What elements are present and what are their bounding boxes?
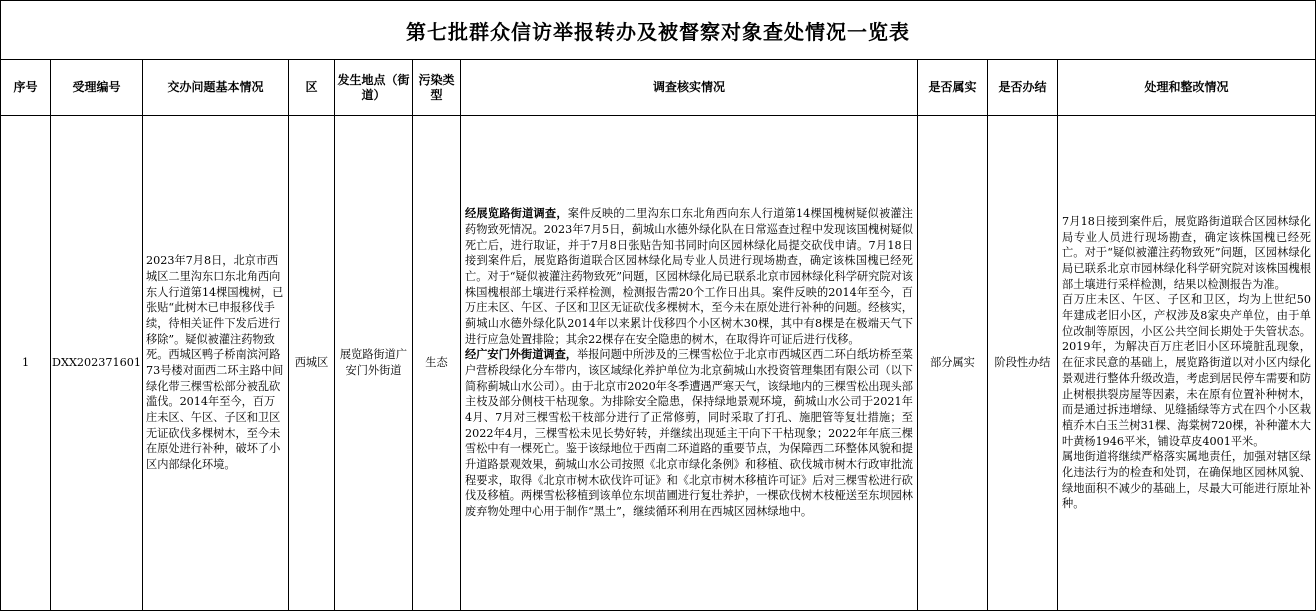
table-row [1, 116, 1316, 611]
header-district: 区 [289, 60, 335, 116]
cell-index: 1 [1, 116, 51, 611]
investigation-paragraph-2 [465, 347, 913, 519]
investigation-text-1: 案件反映的二里沟东口东北角西向东人行道第14棵国槐树疑似被灌注药物致死情况。2023年7月5日，蓟城山水德外绿化队在日常巡查过程中发现该国槐树疑似死亡后，进行取证，并于7月8日张贴告知书同时向区园林绿化局提交砍伐申请。7月18日接到案件后，展览路街道联合区园林绿化局专业人员进行现场勘查，确定该株国槐已经死亡。对于“疑似被灌注药物致死”问题，区园林绿化局已联系北京市园林绿化科学研究院对该株国槐根部土壤进行采样检测，检测报告需20个工作日出具。案件反映的2014年至今，百万庄未区、午区、子区和卫区无证砍伐多棵树木，至今未在原处进行补种的问题。经核实，蓟城山水德外绿化队2014年以来累计伐移四个小区树木30棵，其中有8棵是在极端天气下进行应急处置排险；其余22棵存在安全隐患的树木，在取得许可证后进行伐移。 [465, 207, 913, 346]
header-concluded: 是否办结 [988, 60, 1058, 116]
investigation-text-2: 举报问题中所涉及的三棵雪松位于北京市西城区西二环白纸坊桥至菜户营桥段绿化分车带内，该区域绿化养护单位为北京蓟城山水投资管理集团有限公司（以下简称蓟城山水公司）。由于北京市2020年冬季遭遇严寒天气，该绿地内的三棵雪松出现头部主枝及部分侧枝干枯现象。为排除安全隐患，保持绿地景观环境，蓟城山水公司于2021年4月、7月对三棵雪松干枝部分进行了正常修剪，同时采取了打孔、施肥管等复壮措施；至2022年4月，三棵雪松未见长势好转，并继续出现延主干向下干枯现象；2022年年底三棵雪松中有一棵死亡。鉴于该绿地位于西南二环道路的重要节点，为保障西二环整体风貌和提升道路景观效果，蓟城山水公司按照《北京市绿化条例》和移植、砍伐城市树木行政审批流程要求，取得《北京市树木砍伐许可证》和《北京市树木移植许可证》后对三棵雪松进行砍伐及移植。两棵雪松移植到该单位东坝苗圃进行复壮养护，一棵砍伐树木枝桠送至东坝园林废弃物处理中心用于制作“黑土”，继续循环利用在西城区园林绿地中。 [465, 348, 913, 519]
header-verified: 是否属实 [918, 60, 988, 116]
cell-issue: 2023年7月8日，北京市西城区二里沟东口东北角西向东人行道第14棵国槐树，已张贴“此树木已申报移伐手续，待相关证件下发后进行移除”。疑似被灌注药物致死。西城区鸭子桥南滨河路73号楼对面西二环主路中间绿化带三棵雪松部分被乱砍滥伐。2014年至今，百万庄未区、午区、子区和卫区无证砍伐多棵树木，至今未在原处进行补种，破坏了小区内部绿化环境。 [143, 116, 289, 611]
table-title: 第七批群众信访举报转办及被督察对象查处情况一览表 [1, 1, 1316, 60]
cell-verified: 部分属实 [918, 116, 988, 611]
header-index: 序号 [1, 60, 51, 116]
header-case-no: 受理编号 [51, 60, 143, 116]
header-investigation: 调查核实情况 [461, 60, 918, 116]
rectification-paragraph-2: 百万庄未区、午区、子区和卫区，均为上世纪50年建成老旧小区，产权涉及8家央产单位，由于单位改制等原因，小区公共空间长期处于失管状态。2019年，为解决百万庄老旧小区环境脏乱现象，在征求民意的基础上，展览路街道以对小区内绿化景观进行整体升级改造，考虑到居民停车需要和防止树根拱裂房屋等因素，未在原有位置补种树木，而是通过拆违增绿、见缝插绿等方式在四个小区栽植乔木白玉兰树31棵、海棠树720棵，补种灌木大叶黄杨1946平米，铺设草皮4001平米。 [1062, 293, 1311, 448]
header-location: 发生地点（街道） [335, 60, 413, 116]
cell-rectification [1058, 116, 1316, 611]
investigation-paragraph-1 [465, 206, 913, 347]
cell-district: 西城区 [289, 116, 335, 611]
rectification-paragraph-3: 属地街道将继续严格落实属地责任，加强对辖区绿化违法行为的检查和处罚，在确保地区园林风貌、绿地面积不减少的基础上，尽最大可能进行原址补种。 [1062, 450, 1311, 511]
cell-concluded: 阶段性办结 [988, 116, 1058, 611]
header-pollution-type: 污染类型 [413, 60, 461, 116]
investigation-lead-2: 经广安门外街道调查， [465, 347, 577, 362]
investigation-lead-1: 经展览路街道调查， [465, 206, 568, 221]
cell-investigation [461, 116, 918, 611]
header-row [1, 60, 1316, 116]
header-rectification: 处理和整改情况 [1058, 60, 1316, 116]
rectification-paragraph-1: 7月18日接到案件后，展览路街道联合区园林绿化局专业人员进行现场勘查，确定该株国槐已经死亡。对于“疑似被灌注药物致死”问题，区园林绿化局已联系北京市园林绿化科学研究院对该株国槐根部土壤进行采样检测，结果以检测报告为准。 [1062, 215, 1311, 291]
header-issue: 交办问题基本情况 [143, 60, 289, 116]
cell-pollution-type: 生态 [413, 116, 461, 611]
cell-case-no: DXX202371601 [51, 116, 143, 611]
cell-location: 展览路街道广安门外街道 [335, 116, 413, 611]
